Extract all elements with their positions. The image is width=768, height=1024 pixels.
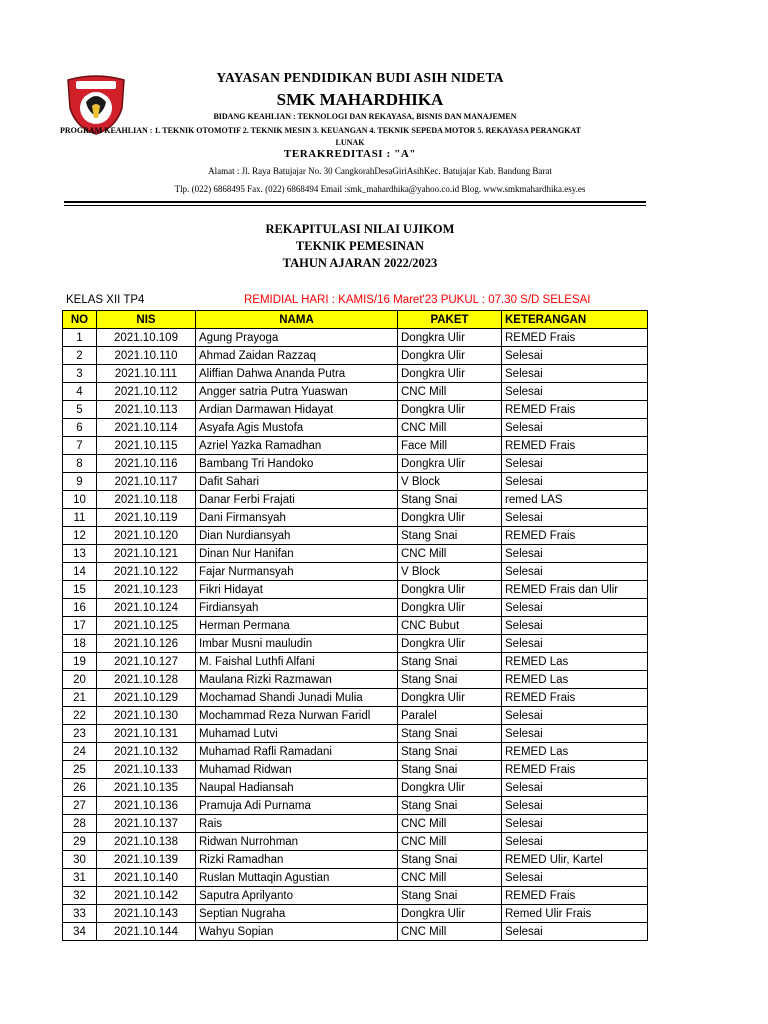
cell-no: 2 <box>63 347 97 365</box>
cell-no: 4 <box>63 383 97 401</box>
cell-no: 13 <box>63 545 97 563</box>
cell-paket: CNC Mill <box>398 815 502 833</box>
field-of-expertise: BIDANG KEAHLIAN : TEKNOLOGI DAN REKAYASA, BISNIS DAN MANAJEMEN <box>213 112 517 121</box>
cell-no: 10 <box>63 491 97 509</box>
table-row <box>63 599 648 617</box>
cell-paket: Stang Snai <box>398 491 502 509</box>
cell-keterangan: Selesai <box>502 599 648 617</box>
column-header-nis: NIS <box>97 311 196 329</box>
cell-paket: CNC Mill <box>398 383 502 401</box>
cell-no: 32 <box>63 887 97 905</box>
cell-nis: 2021.10.144 <box>97 923 196 941</box>
cell-nis: 2021.10.119 <box>97 509 196 527</box>
cell-keterangan: Selesai <box>502 365 648 383</box>
cell-paket: Dongkra Ulir <box>398 509 502 527</box>
cell-paket: Dongkra Ulir <box>398 347 502 365</box>
cell-nis: 2021.10.143 <box>97 905 196 923</box>
cell-nama: Imbar Musni mauludin <box>196 635 398 653</box>
cell-paket: Paralel <box>398 707 502 725</box>
cell-keterangan: Selesai <box>502 869 648 887</box>
cell-keterangan: Selesai <box>502 797 648 815</box>
cell-no: 30 <box>63 851 97 869</box>
cell-nis: 2021.10.138 <box>97 833 196 851</box>
table-row <box>63 581 648 599</box>
table-row <box>63 563 648 581</box>
cell-keterangan: REMED Frais <box>502 437 648 455</box>
cell-paket: V Block <box>398 563 502 581</box>
cell-keterangan: REMED Frais dan Ulir <box>502 581 648 599</box>
cell-keterangan: Selesai <box>502 545 648 563</box>
table-row <box>63 833 648 851</box>
cell-keterangan: REMED Frais <box>502 401 648 419</box>
cell-no: 21 <box>63 689 97 707</box>
cell-no: 8 <box>63 455 97 473</box>
cell-nis: 2021.10.114 <box>97 419 196 437</box>
cell-nama: Firdiansyah <box>196 599 398 617</box>
accreditation: TERAKREDITASI : "A" <box>283 148 417 160</box>
cell-keterangan: Selesai <box>502 707 648 725</box>
cell-nama: Fikri Hidayat <box>196 581 398 599</box>
cell-nis: 2021.10.126 <box>97 635 196 653</box>
cell-nis: 2021.10.112 <box>97 383 196 401</box>
cell-nis: 2021.10.118 <box>97 491 196 509</box>
cell-paket: CNC Mill <box>398 869 502 887</box>
address: Alamat : Jl. Raya Batujajar No. 30 CangkorahDesaGiriAsihKec. Batujajar Kab. Bandung Barat <box>208 166 552 176</box>
cell-nama: Dani Firmansyah <box>196 509 398 527</box>
cell-paket: Dongkra Ulir <box>398 599 502 617</box>
cell-nama: M. Faishal Luthfi Alfani <box>196 653 398 671</box>
cell-keterangan: REMED Frais <box>502 689 648 707</box>
cell-nis: 2021.10.133 <box>97 761 196 779</box>
cell-nis: 2021.10.109 <box>97 329 196 347</box>
cell-nis: 2021.10.140 <box>97 869 196 887</box>
grades-table <box>62 310 648 941</box>
cell-nama: Herman Permana <box>196 617 398 635</box>
column-header-keterangan: KETERANGAN <box>502 311 648 329</box>
cell-paket: Dongkra Ulir <box>398 581 502 599</box>
cell-paket: Dongkra Ulir <box>398 455 502 473</box>
cell-nama: Maulana Rizki Razmawan <box>196 671 398 689</box>
cell-nis: 2021.10.117 <box>97 473 196 491</box>
table-row <box>63 347 648 365</box>
cell-paket: Dongkra Ulir <box>398 635 502 653</box>
remedial-schedule: REMIDIAL HARI : KAMIS/16 Maret'23 PUKUL : 07.30 S/D SELESAI <box>244 294 591 306</box>
program-list: PROGRAM KEAHLIAN : 1. TEKNIK OTOMOTIF 2. TEKNIK MESIN 3. KEUANGAN 4. TEKNIK SEPEDA MOTOR 5. REKAYASA PERANGKAT <box>60 126 581 135</box>
column-header-nama: NAMA <box>196 311 398 329</box>
table-row <box>63 527 648 545</box>
cell-no: 12 <box>63 527 97 545</box>
cell-paket: Stang Snai <box>398 527 502 545</box>
cell-keterangan: Selesai <box>502 923 648 941</box>
table-row <box>63 365 648 383</box>
cell-paket: Face Mill <box>398 437 502 455</box>
cell-paket: Stang Snai <box>398 761 502 779</box>
cell-nama: Bambang Tri Handoko <box>196 455 398 473</box>
table-row <box>63 689 648 707</box>
cell-no: 3 <box>63 365 97 383</box>
cell-no: 19 <box>63 653 97 671</box>
table-row <box>63 815 648 833</box>
cell-nama: Pramuja Adi Purnama <box>196 797 398 815</box>
cell-nis: 2021.10.127 <box>97 653 196 671</box>
cell-paket: CNC Mill <box>398 545 502 563</box>
table-row <box>63 779 648 797</box>
table-row <box>63 797 648 815</box>
cell-no: 31 <box>63 869 97 887</box>
cell-keterangan: REMED Frais <box>502 761 648 779</box>
document-title: REKAPITULASI NILAI UJIKOM <box>265 222 455 236</box>
cell-nama: Mochamad Shandi Junadi Mulia <box>196 689 398 707</box>
cell-paket: Stang Snai <box>398 851 502 869</box>
cell-keterangan: REMED Las <box>502 671 648 689</box>
cell-nama: Rais <box>196 815 398 833</box>
cell-nis: 2021.10.132 <box>97 743 196 761</box>
cell-nis: 2021.10.124 <box>97 599 196 617</box>
cell-nis: 2021.10.137 <box>97 815 196 833</box>
cell-nama: Ahmad Zaidan Razzaq <box>196 347 398 365</box>
table-row <box>63 653 648 671</box>
table-row <box>63 869 648 887</box>
cell-no: 28 <box>63 815 97 833</box>
cell-nis: 2021.10.128 <box>97 671 196 689</box>
cell-no: 20 <box>63 671 97 689</box>
cell-paket: CNC Mill <box>398 833 502 851</box>
cell-nama: Angger satria Putra Yuaswan <box>196 383 398 401</box>
cell-no: 1 <box>63 329 97 347</box>
cell-keterangan: Selesai <box>502 635 648 653</box>
table-header-row <box>63 311 648 329</box>
cell-paket: Dongkra Ulir <box>398 689 502 707</box>
cell-keterangan: Selesai <box>502 563 648 581</box>
cell-nis: 2021.10.139 <box>97 851 196 869</box>
cell-nis: 2021.10.130 <box>97 707 196 725</box>
cell-paket: Dongkra Ulir <box>398 365 502 383</box>
cell-nama: Ardian Darmawan Hidayat <box>196 401 398 419</box>
cell-no: 11 <box>63 509 97 527</box>
cell-nama: Ruslan Muttaqin Agustian <box>196 869 398 887</box>
cell-no: 23 <box>63 725 97 743</box>
cell-nama: Mochammad Reza Nurwan Faridl <box>196 707 398 725</box>
cell-keterangan: Remed Ulir Frais <box>502 905 648 923</box>
table-row <box>63 887 648 905</box>
cell-nis: 2021.10.122 <box>97 563 196 581</box>
cell-keterangan: REMED Las <box>502 743 648 761</box>
cell-paket: Dongkra Ulir <box>398 905 502 923</box>
cell-no: 25 <box>63 761 97 779</box>
school-name: SMK MAHARDHIKA <box>276 90 444 109</box>
cell-keterangan: Selesai <box>502 419 648 437</box>
cell-keterangan: REMED Ulir, Kartel <box>502 851 648 869</box>
cell-keterangan: Selesai <box>502 779 648 797</box>
column-header-paket: PAKET <box>398 311 502 329</box>
cell-nama: Muhamad Rafli Ramadani <box>196 743 398 761</box>
cell-paket: Dongkra Ulir <box>398 779 502 797</box>
cell-keterangan: Selesai <box>502 815 648 833</box>
cell-paket: Stang Snai <box>398 725 502 743</box>
cell-no: 17 <box>63 617 97 635</box>
cell-paket: V Block <box>398 473 502 491</box>
cell-nama: Dafit Sahari <box>196 473 398 491</box>
cell-no: 6 <box>63 419 97 437</box>
table-row <box>63 707 648 725</box>
cell-nama: Muhamad Lutvi <box>196 725 398 743</box>
cell-no: 9 <box>63 473 97 491</box>
cell-keterangan: Selesai <box>502 833 648 851</box>
cell-paket: Stang Snai <box>398 653 502 671</box>
cell-nama: Rizki Ramadhan <box>196 851 398 869</box>
cell-keterangan: REMED Las <box>502 653 648 671</box>
cell-nama: Dian Nurdiansyah <box>196 527 398 545</box>
cell-paket: CNC Bubut <box>398 617 502 635</box>
cell-no: 27 <box>63 797 97 815</box>
cell-no: 22 <box>63 707 97 725</box>
cell-paket: CNC Mill <box>398 923 502 941</box>
cell-nama: Muhamad Ridwan <box>196 761 398 779</box>
table-row <box>63 329 648 347</box>
cell-nama: Asyafa Agis Mustofa <box>196 419 398 437</box>
table-row <box>63 509 648 527</box>
cell-keterangan: remed LAS <box>502 491 648 509</box>
cell-nis: 2021.10.113 <box>97 401 196 419</box>
table-row <box>63 545 648 563</box>
cell-keterangan: Selesai <box>502 347 648 365</box>
table-row <box>63 383 648 401</box>
header-divider-thick <box>64 201 646 203</box>
cell-paket: Stang Snai <box>398 887 502 905</box>
academic-year: TAHUN AJARAN 2022/2023 <box>282 256 438 270</box>
cell-paket: Stang Snai <box>398 743 502 761</box>
cell-nama: Azriel Yazka Ramadhan <box>196 437 398 455</box>
cell-keterangan: Selesai <box>502 383 648 401</box>
cell-nis: 2021.10.120 <box>97 527 196 545</box>
class-label: KELAS XII TP4 <box>66 294 145 306</box>
table-row <box>63 923 648 941</box>
cell-no: 18 <box>63 635 97 653</box>
cell-no: 24 <box>63 743 97 761</box>
table-row <box>63 419 648 437</box>
cell-nama: Septian Nugraha <box>196 905 398 923</box>
table-row <box>63 401 648 419</box>
cell-nama: Fajar Nurmansyah <box>196 563 398 581</box>
cell-keterangan: Selesai <box>502 455 648 473</box>
cell-no: 26 <box>63 779 97 797</box>
cell-no: 33 <box>63 905 97 923</box>
table-row <box>63 437 648 455</box>
cell-no: 7 <box>63 437 97 455</box>
table-row <box>63 743 648 761</box>
cell-keterangan: REMED Frais <box>502 527 648 545</box>
cell-nis: 2021.10.129 <box>97 689 196 707</box>
table-row <box>63 761 648 779</box>
cell-keterangan: Selesai <box>502 473 648 491</box>
header-divider-thin <box>64 205 646 206</box>
table-row <box>63 491 648 509</box>
cell-nis: 2021.10.110 <box>97 347 196 365</box>
table-row <box>63 617 648 635</box>
cell-keterangan: REMED Frais <box>502 887 648 905</box>
cell-paket: Dongkra Ulir <box>398 401 502 419</box>
cell-nama: Saputra Aprilyanto <box>196 887 398 905</box>
cell-no: 29 <box>63 833 97 851</box>
column-header-no: NO <box>63 311 97 329</box>
cell-paket: Dongkra Ulir <box>398 329 502 347</box>
table-row <box>63 473 648 491</box>
cell-nis: 2021.10.136 <box>97 797 196 815</box>
cell-paket: Stang Snai <box>398 671 502 689</box>
table-row <box>63 851 648 869</box>
foundation-name: YAYASAN PENDIDIKAN BUDI ASIH NIDETA <box>216 70 504 85</box>
table-row <box>63 635 648 653</box>
cell-nama: Dinan Nur Hanifan <box>196 545 398 563</box>
cell-nama: Aliffian Dahwa Ananda Putra <box>196 365 398 383</box>
cell-no: 14 <box>63 563 97 581</box>
cell-no: 15 <box>63 581 97 599</box>
cell-nis: 2021.10.121 <box>97 545 196 563</box>
cell-no: 34 <box>63 923 97 941</box>
cell-keterangan: Selesai <box>502 725 648 743</box>
cell-nis: 2021.10.142 <box>97 887 196 905</box>
cell-nama: Ridwan Nurrohman <box>196 833 398 851</box>
program-list-continued: LUNAK <box>335 138 365 147</box>
table-row <box>63 671 648 689</box>
cell-no: 16 <box>63 599 97 617</box>
cell-nama: Agung Prayoga <box>196 329 398 347</box>
cell-nis: 2021.10.111 <box>97 365 196 383</box>
cell-nis: 2021.10.116 <box>97 455 196 473</box>
cell-keterangan: REMED Frais <box>502 329 648 347</box>
cell-paket: CNC Mill <box>398 419 502 437</box>
cell-nama: Danar Ferbi Frajati <box>196 491 398 509</box>
cell-nis: 2021.10.125 <box>97 617 196 635</box>
cell-nama: Wahyu Sopian <box>196 923 398 941</box>
cell-keterangan: Selesai <box>502 617 648 635</box>
cell-nis: 2021.10.115 <box>97 437 196 455</box>
cell-paket: Stang Snai <box>398 797 502 815</box>
cell-nis: 2021.10.135 <box>97 779 196 797</box>
cell-nis: 2021.10.123 <box>97 581 196 599</box>
table-row <box>63 455 648 473</box>
table-row <box>63 725 648 743</box>
cell-nis: 2021.10.131 <box>97 725 196 743</box>
cell-keterangan: Selesai <box>502 509 648 527</box>
contact-info: Tlp. (022) 6868495 Fax. (022) 6868494 Email :smk_mahardhika@yahoo.co.id Blog. www.smkmahardhika.esy.es <box>174 184 586 194</box>
cell-nama: Naupal Hadiansah <box>196 779 398 797</box>
cell-no: 5 <box>63 401 97 419</box>
document-subtitle: TEKNIK PEMESINAN <box>295 239 425 253</box>
table-row <box>63 905 648 923</box>
